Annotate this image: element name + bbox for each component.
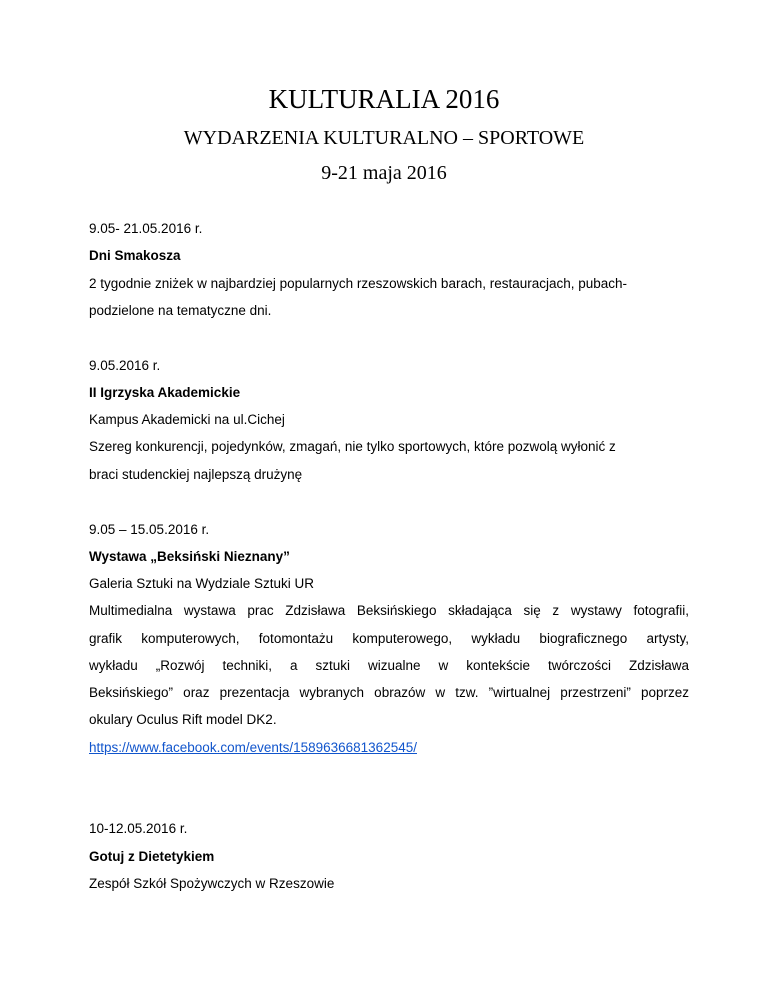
event-description-line: Szereg konkurencji, pojedynków, zmagań, nie tylko sportowych, które pozwolą wyłonić z	[89, 439, 616, 454]
event-name: Gotuj z Dietetykiem	[89, 849, 215, 864]
event-description-line: Beksińskiego” oraz prezentacja wybranych obrazów w tzw. ”wirtualnej przestrzeni” poprzez	[89, 685, 689, 700]
document-dates: 9-21 maja 2016	[321, 162, 447, 184]
event-date: 9.05- 21.05.2016 r.	[89, 221, 203, 236]
event-description-line: wykładu „Rozwój techniki, a sztuki wizualne w kontekście twórczości Zdzisława	[89, 658, 689, 673]
event-place: Zespół Szkół Spożywczych w Rzeszowie	[89, 876, 335, 891]
event-description-line: Multimedialna wystawa prac Zdzisława Beksińskiego składająca się z wystawy fotografii,	[89, 603, 689, 618]
event-description-line: podzielone na tematyczne dni.	[89, 303, 272, 318]
event-description-line: okulary Oculus Rift model DK2.	[89, 712, 277, 727]
event-description-line: braci studenckiej najlepszą drużynę	[89, 467, 303, 482]
event-description-line: grafik komputerowych, fotomontażu komputerowego, wykładu biograficznego artysty,	[89, 631, 689, 646]
event-place: Galeria Sztuki na Wydziale Sztuki UR	[89, 576, 314, 591]
event-name: Dni Smakosza	[89, 248, 181, 263]
event-link[interactable]: https://www.facebook.com/events/1589636681362545/	[89, 740, 417, 755]
document-title: KULTURALIA 2016	[268, 84, 500, 114]
event-date: 10-12.05.2016 r.	[89, 821, 188, 836]
event-name: II Igrzyska Akademickie	[89, 385, 241, 400]
event-place: Kampus Akademicki na ul.Cichej	[89, 412, 285, 427]
event-date: 9.05.2016 r.	[89, 358, 161, 373]
event-name: Wystawa „Beksiński Nieznany”	[89, 549, 290, 564]
event-description-line: 2 tygodnie zniżek w najbardziej popularnych rzeszowskich barach, restauracjach, pubach-	[89, 276, 628, 291]
document-subtitle: WYDARZENIA KULTURALNO – SPORTOWE	[183, 127, 585, 149]
event-date: 9.05 – 15.05.2016 r.	[89, 522, 210, 537]
